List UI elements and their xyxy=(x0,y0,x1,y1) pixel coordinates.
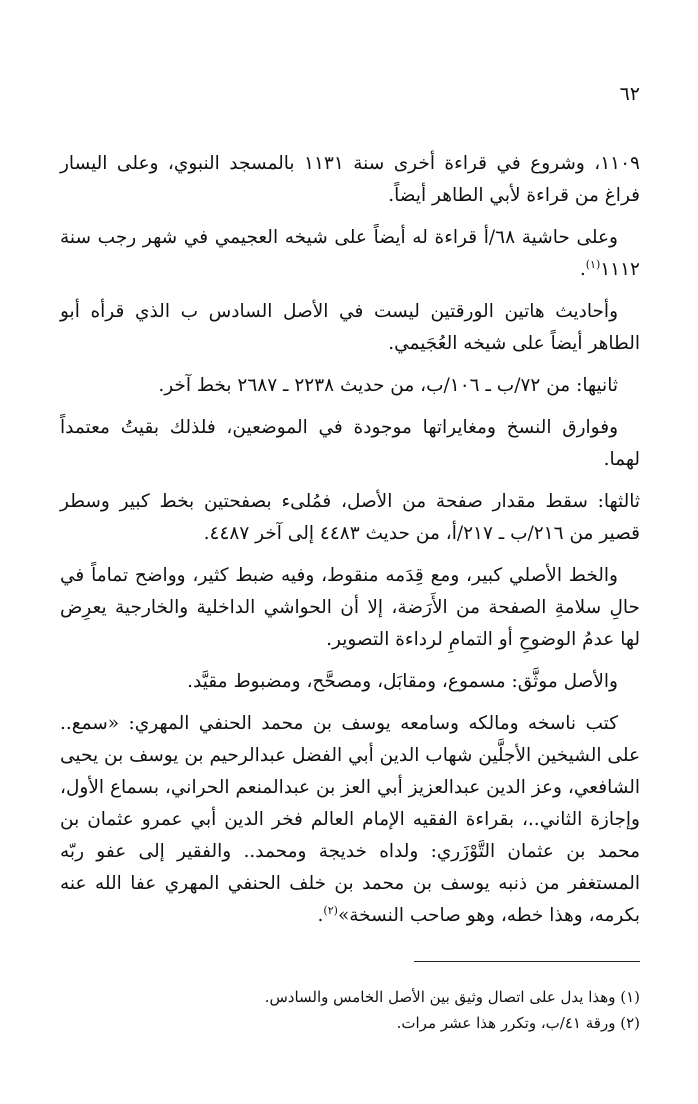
paragraph-text: والخط الأصلي كبير، ومع قِدَمه منقوط، وفيه ضبط كثير، وواضح تماماً في حالِ سلامةِ الصفحة من الأَرَضة، إلا أن الحواشي الداخلية والخارجية يعرِض لها عدمُ الوضوحِ أو التمامِ لرداءة التصوير. xyxy=(60,565,640,650)
paragraph xyxy=(60,370,640,402)
paragraph xyxy=(60,148,640,212)
paragraph-text: ١١٠٩، وشروع في قراءة أخرى سنة ١١٣١ بالمسجد النبوي، وعلى اليسار فراغ من قراءة لأبي الطاهر أيضاً. xyxy=(60,153,640,206)
paragraph xyxy=(60,222,640,286)
paragraph xyxy=(60,560,640,656)
footnote-marker: (١) xyxy=(585,257,601,271)
paragraph-text: ثانيها: من ٧٢/ب ـ ١٠٦/ب، من حديث ٢٢٣٨ ـ ٢٦٨٧ بخط آخر. xyxy=(158,375,618,396)
paragraph xyxy=(60,486,640,550)
paragraph-text: والأصل موثَّق: مسموع، ومقابَل، ومصحَّح، ومضبوط مقيَّد. xyxy=(187,671,618,692)
paragraph xyxy=(60,708,640,932)
paragraph-text: وعلى حاشية ٦٨/أ قراءة له أيضاً على شيخه العجيمي في شهر رجب سنة ١١١٢ xyxy=(60,227,640,280)
paragraph-text: ثالثها: سقط مقدار صفحة من الأصل، فمُلىء بصفحتين بخط كبير وسطر قصير من ٢١٦/ب ـ ٢١٧/أ، من حديث ٤٤٨٣ إلى آخر ٤٤٨٧. xyxy=(60,491,640,544)
paragraph-text-end: . xyxy=(317,905,324,926)
paragraph-text: كتب ناسخه ومالكه وسامعه يوسف بن محمد الحنفي المهري: «سمع.. على الشيخين الأجلَّين شهاب الدين أبي الفضل عبدالرحيم بن يوسف بن يحيى الشافعي، وعز الدين عبدالعزيز أبي العز بن عبدالمنعم الحراني، بسماع الأول، وإجازة الثاني..، بقراءة الفقيه الإمام العالم فخر الدين أبي عمرو عثمان بن محمد بن عثمان التَّوْزَري: ولداه خديجة ومحمد.. والفقير إلى عفو ربّه المستغفر من ذنبه يوسف بن محمد بن خلف الحنفي المهري عفا الله عنه بكرمه، وهذا خطه، وهو صاحب النسخة» xyxy=(60,713,640,926)
footnote: (٢) ورقة ٤١/ب، وتكرر هذا عشر مرات. xyxy=(396,1014,640,1032)
footnote: (١) وهذا يدل على اتصال وثيق بين الأصل الخامس والسادس. xyxy=(264,988,640,1006)
paragraph-text-end: . xyxy=(579,259,586,280)
footnote-divider xyxy=(414,961,640,962)
main-text xyxy=(60,148,640,942)
paragraph xyxy=(60,666,640,698)
paragraph xyxy=(60,412,640,476)
page-number: ٦٢ xyxy=(619,83,640,105)
paragraph xyxy=(60,296,640,360)
footnote-marker: (٢) xyxy=(323,903,338,917)
book-page xyxy=(60,0,640,1104)
paragraph-text: وفوارق النسخ ومغايراتها موجودة في الموضعين، فلذلك بقيتُ معتمداً لهما. xyxy=(60,417,640,470)
paragraph-text: وأحاديث هاتين الورقتين ليست في الأصل السادس ب الذي قرأه أبو الطاهر أيضاً على شيخه العُجَيمي. xyxy=(60,301,640,354)
footnotes xyxy=(60,984,640,1036)
